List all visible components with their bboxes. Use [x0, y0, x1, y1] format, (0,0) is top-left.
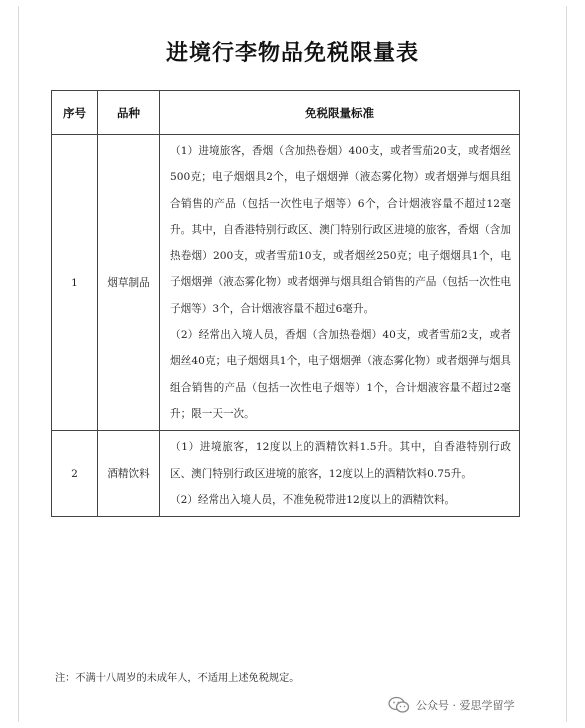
row-category: 烟草制品 — [98, 135, 160, 431]
row-standard-text: （1）进境旅客，香烟（含加热卷烟）400支，或者雪茄20支，或者烟丝500克；电子烟烟具2个，电子烟烟弹（液态雾化物）或者烟弹与烟具组合销售的产品（包括一次性电子烟等）6个，合计烟液容量不超过12毫升。其中，自香港特别行政区、澳门特别行政区进境的旅客，香烟（含加热卷烟）200支，或者雪茄10支，或者烟丝250克；电子烟烟具1个，电子烟烟弹（液态雾化物）或者烟弹与烟具组合销售的产品（包括一次性电子烟等）3个，合计烟液容量不超过6毫升。 （2）经常出入境人员，香烟（含加热卷烟）40支，或者雪茄2支，或者烟丝40克；电子烟烟具1个，电子烟烟弹（液态雾化物）或者烟弹与烟具组合销售的产品（包括一次性电子烟等）1个，合计烟液容量不超过2毫升；限一天一次。 — [170, 145, 511, 420]
table-row — [52, 431, 520, 517]
header-category: 品种 — [98, 91, 160, 135]
row-standard-text: （1）进境旅客，12度以上的酒精饮料1.5升。其中，自香港特别行政区、澳门特别行政区进境的旅客，12度以上的酒精饮料0.75升。 （2）经常出入境人员，不准免税带进12度以上的酒精饮料。 — [170, 441, 511, 506]
row-serial-number: 2 — [52, 431, 98, 517]
row-category: 酒精饮料 — [98, 431, 160, 517]
page-border-left — [18, 6, 19, 722]
duty-free-table — [51, 90, 520, 517]
footnote: 注：不满十八周岁的未成年人，不适用上述免税规定。 — [55, 673, 300, 684]
header-serial-number: 序号 — [52, 91, 98, 135]
row-serial-number: 1 — [52, 135, 98, 431]
watermark-text: 公众号 · 爱思学留学 — [416, 699, 515, 712]
table-header-row — [52, 91, 520, 135]
page-border-right — [566, 6, 567, 722]
header-standard: 免税限量标准 — [160, 91, 520, 135]
watermark — [388, 696, 515, 714]
wechat-icon — [388, 696, 410, 714]
document-title: 进境行李物品免税限量表 — [165, 41, 419, 66]
table-row — [52, 135, 520, 431]
row-standard-cell — [160, 135, 520, 431]
row-standard-cell — [160, 431, 520, 517]
